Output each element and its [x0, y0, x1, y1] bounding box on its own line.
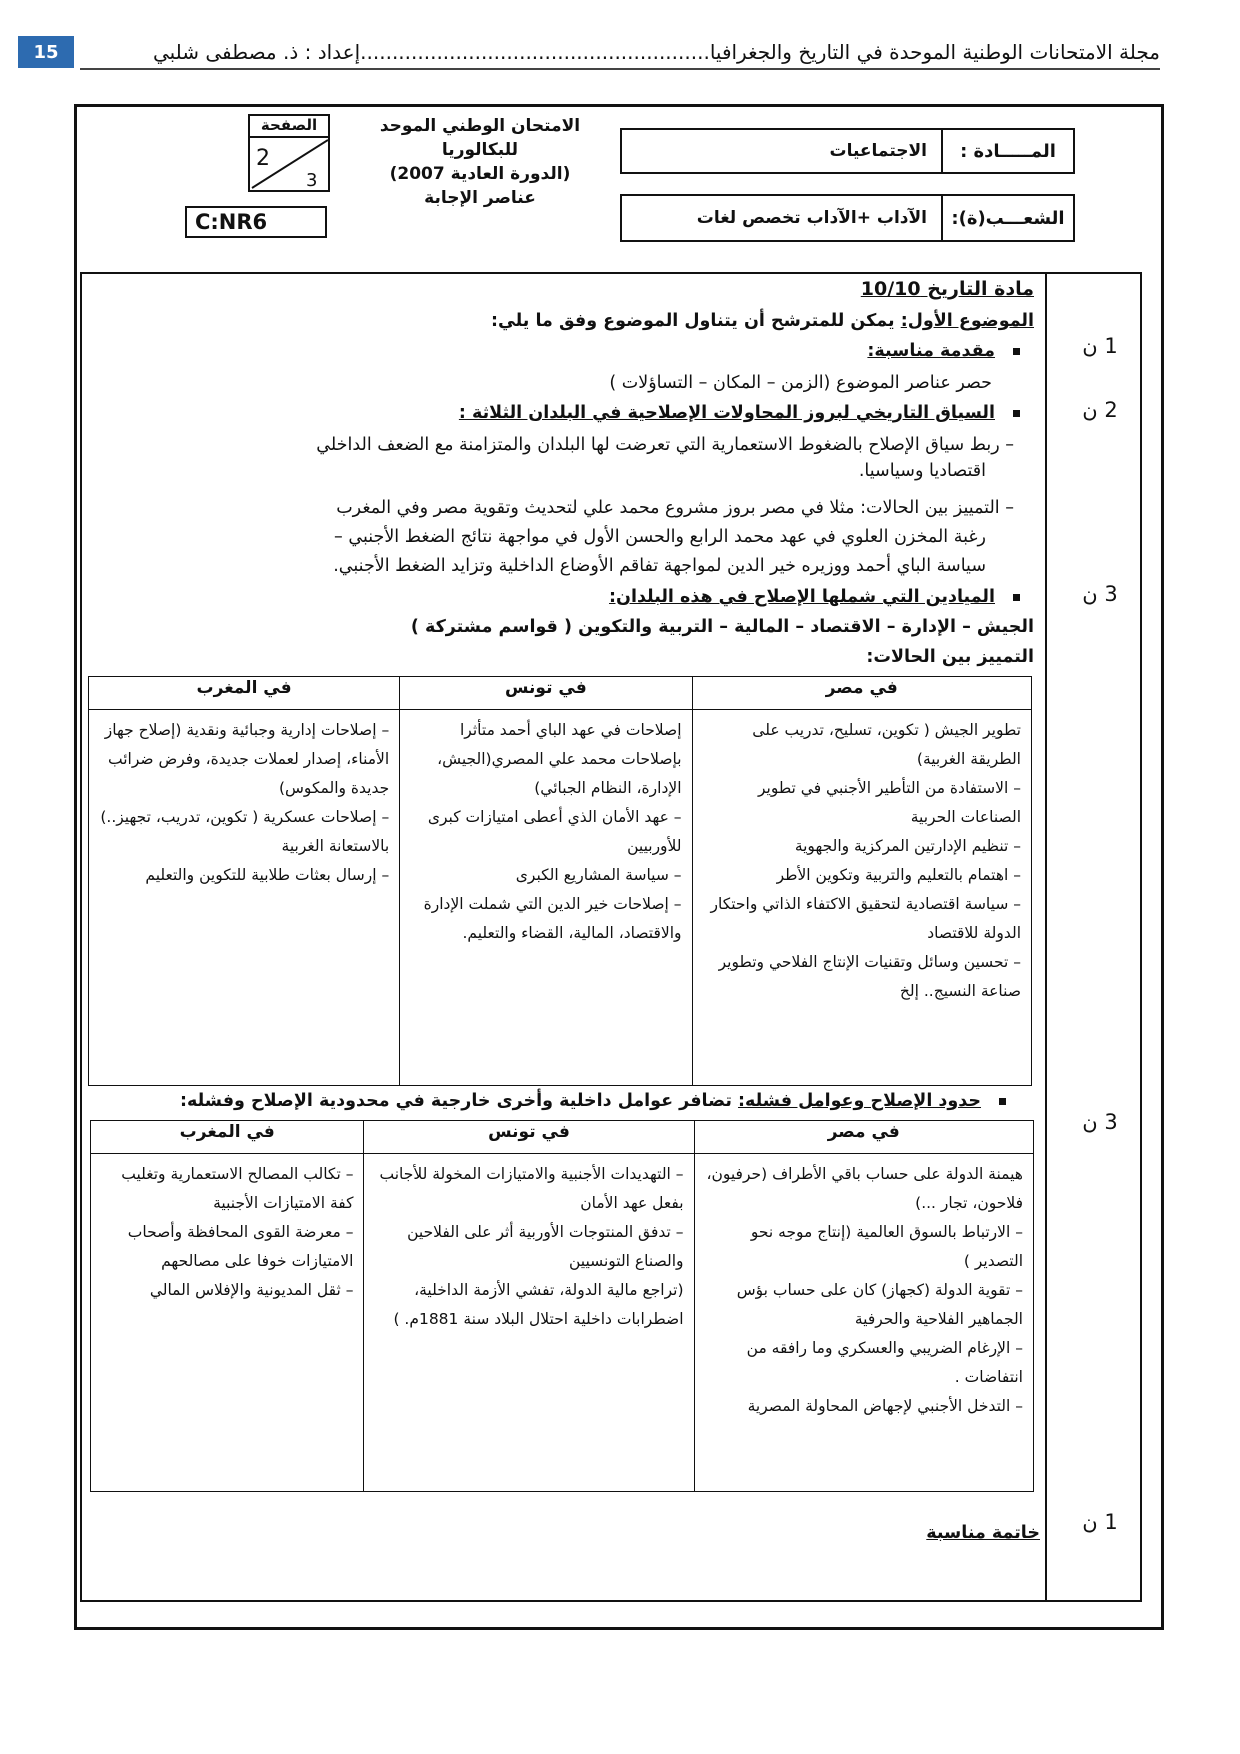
cell-tunisia-limits: – التهديدات الأجنبية والامتيازات المخولة للأجانب بفعل عهد الأمان – تدفق المنتوجات الأوربية أثر على الفلاحين والصناع التونسيين (تراجع مالية الدولة، تفشي الأزمة الداخلية، اضطرابات داخلية احتلال البلاد سنة 1881م. ) — [364, 1154, 694, 1492]
topic-text: يمكن للمترشح أن يتناول الموضوع وفق ما يلي: — [490, 311, 901, 331]
score-fields: 3 ن — [1082, 582, 1118, 606]
subject-value: الاجتماعيات — [829, 141, 927, 161]
exam-title-line-3: عناصر الإجابة — [424, 188, 536, 208]
score-intro: 1 ن — [1082, 334, 1118, 358]
context-paragraph-1 — [94, 432, 1014, 484]
col-header-tunisia: في تونس — [400, 677, 692, 710]
limits-text: تضافر عوامل داخلية وأخرى خارجية في محدودية الإصلاح وفشله: — [180, 1091, 739, 1111]
branch-value: الآداب +الآداب تخصص لغات — [696, 208, 927, 228]
score-column-divider — [1045, 272, 1047, 1602]
section-heading: مادة التاريخ 10/10 — [860, 278, 1034, 300]
header-divider — [80, 68, 1160, 70]
cell-tunisia-reforms: إصلاحات في عهد الباي أحمد متأثرا بإصلاحات محمد علي المصري(الجيش، الإدارة، النظام الجبائي) – عهد الأمان الذي أعطى امتيازات كبرى للأوربيين – سياسة المشاريع الكبرى – إصلاحات خير الدين التي شملت الإدارة والاقتصاد، المالية، القضاء والتعليم. — [400, 710, 692, 1086]
limits-item — [86, 1088, 1006, 1114]
subject-box — [620, 128, 1075, 174]
score-limits: 3 ن — [1082, 1110, 1118, 1134]
context-p2-line-3: سياسة الباي أحمد ووزيره خير الدين لمواجهة تفاقم الأوضاع الداخلية وتزايد الضغط الأجنبي. — [333, 556, 986, 576]
context-p2-line-1: – التمييز بين الحالات: مثلا في مصر بروز مشروع محمد علي لتحديث وتقوية مصر وفي المغرب — [336, 498, 1014, 518]
page-total: 3 — [306, 170, 318, 191]
topic-label: الموضوع الأول: — [900, 311, 1034, 331]
bullet-square-icon — [1013, 410, 1020, 417]
intro-text: حصر عناصر الموضوع (الزمن – المكان – التساؤلات ) — [609, 373, 992, 393]
score-conclusion: 1 ن — [1082, 1510, 1118, 1534]
col-header-tunisia: في تونس — [364, 1121, 694, 1154]
cell-egypt-limits: هيمنة الدولة على حساب باقي الأطراف (حرفيون، فلاحون، تجار ...) – الارتباط بالسوق العالمية (إنتاج موجه نحو التصدير ) – تقوية الدولة (كجهاز) كان على حساب بؤس الجماهير الفلاحية والحرفية – الإرغام الضريبي والعسكري وما رافقه من انتفاضات . – التدخل الأجنبي لإجهاض المحاولة المصرية — [694, 1154, 1033, 1492]
context-title: السياق التاريخي لبروز المحاولات الإصلاحية في البلدان الثلاثة : — [458, 403, 995, 423]
bullet-square-icon — [1013, 594, 1020, 601]
context-item — [459, 400, 1020, 426]
context-paragraph-2 — [94, 494, 1014, 581]
exam-title-line-2: (الدورة العادية 2007) — [389, 164, 571, 184]
context-p1-line-2: اقتصاديا وسياسيا. — [858, 461, 986, 481]
limits-table — [90, 1120, 1034, 1492]
bullet-square-icon — [1013, 348, 1020, 355]
fields-title: الميادين التي شملها الإصلاح في هذه البلدان: — [609, 587, 995, 607]
topic-line — [174, 308, 1034, 334]
intro-title: مقدمة مناسبة: — [867, 341, 995, 361]
limits-title: حدود الإصلاح وعوامل فشله: — [738, 1091, 981, 1111]
subject-label: المـــــادة : — [941, 130, 1073, 172]
fields-item — [609, 584, 1020, 610]
page-header-title: مجلة الامتحانات الوطنية الموحدة في التاريخ والجغرافيا.......................................................إعداد : ذ. مصطفى شلبي — [152, 40, 1160, 64]
intro-item — [867, 338, 1020, 364]
branch-box — [620, 194, 1075, 242]
branch-label: الشعـــب(ة): — [941, 196, 1073, 240]
reforms-table — [88, 676, 1032, 1086]
cell-morocco-reforms: – إصلاحات إدارية وجبائية ونقدية (إصلاح جهاز الأمناء، إصدار لعملات جديدة، وفرض ضرائب جديدة والمكوس) – إصلاحات عسكرية ( تكوين، تدريب، تجهيز..) بالاستعانة الغربية – إرسال بعثات طلابية للتكوين والتعليم — [89, 710, 400, 1086]
cell-egypt-reforms: تطوير الجيش ( تكوين، تسليح، تدريب على الطريقة الغربية) – الاستفادة من التأطير الأجنبي في تطوير الصناعات الحربية – تنظيم الإدارتين المركزية والجهوية – اهتمام بالتعليم والتربية وتكوين الأطر – سياسة اقتصادية لتحقيق الاكتفاء الذاتي واحتكار الدولة للاقتصاد – تحسين وسائل وتقنيات الإنتاج الفلاحي وتطوير صناعة النسيج.. إلخ — [692, 710, 1031, 1086]
page-indicator-label: الصفحة — [250, 114, 328, 138]
exam-code: C:NR6 — [185, 206, 327, 238]
exam-title-line-1: الامتحان الوطني الموحد للبكالوريا — [379, 116, 581, 160]
cell-morocco-limits: – تكالب المصالح الاستعمارية وتغليب كفة الامتيازات الأجنبية – معرضة القوى المحافظة وأصحاب الامتيازات خوفا على مصالحهم – ثقل المديونية والإفلاس المالي — [91, 1154, 364, 1492]
page-current: 2 — [256, 146, 270, 171]
exam-title — [345, 114, 615, 210]
context-p2-line-2: رغبة المخزن العلوي في عهد محمد الرابع والحسن الأول في مواجهة نتائج الضغط الأجنبي – — [334, 527, 986, 547]
distinguish-label: التمييز بين الحالات: — [866, 647, 1034, 667]
col-header-egypt: في مصر — [692, 677, 1031, 710]
bullet-square-icon — [999, 1098, 1006, 1105]
fields-text: الجيش – الإدارة – الاقتصاد – المالية – التربية والتكوين ( قواسم مشتركة ) — [410, 617, 1034, 637]
page-number: 15 — [18, 36, 74, 68]
conclusion-title: خاتمة مناسبة — [926, 1523, 1040, 1543]
col-header-morocco: في المغرب — [89, 677, 400, 710]
context-p1-line-1: – ربط سياق الإصلاح بالضغوط الاستعمارية التي تعرضت لها البلدان والمتزامنة مع الضعف الداخلي — [316, 435, 1014, 455]
col-header-morocco: في المغرب — [91, 1121, 364, 1154]
score-context: 2 ن — [1082, 398, 1118, 422]
col-header-egypt: في مصر — [694, 1121, 1033, 1154]
